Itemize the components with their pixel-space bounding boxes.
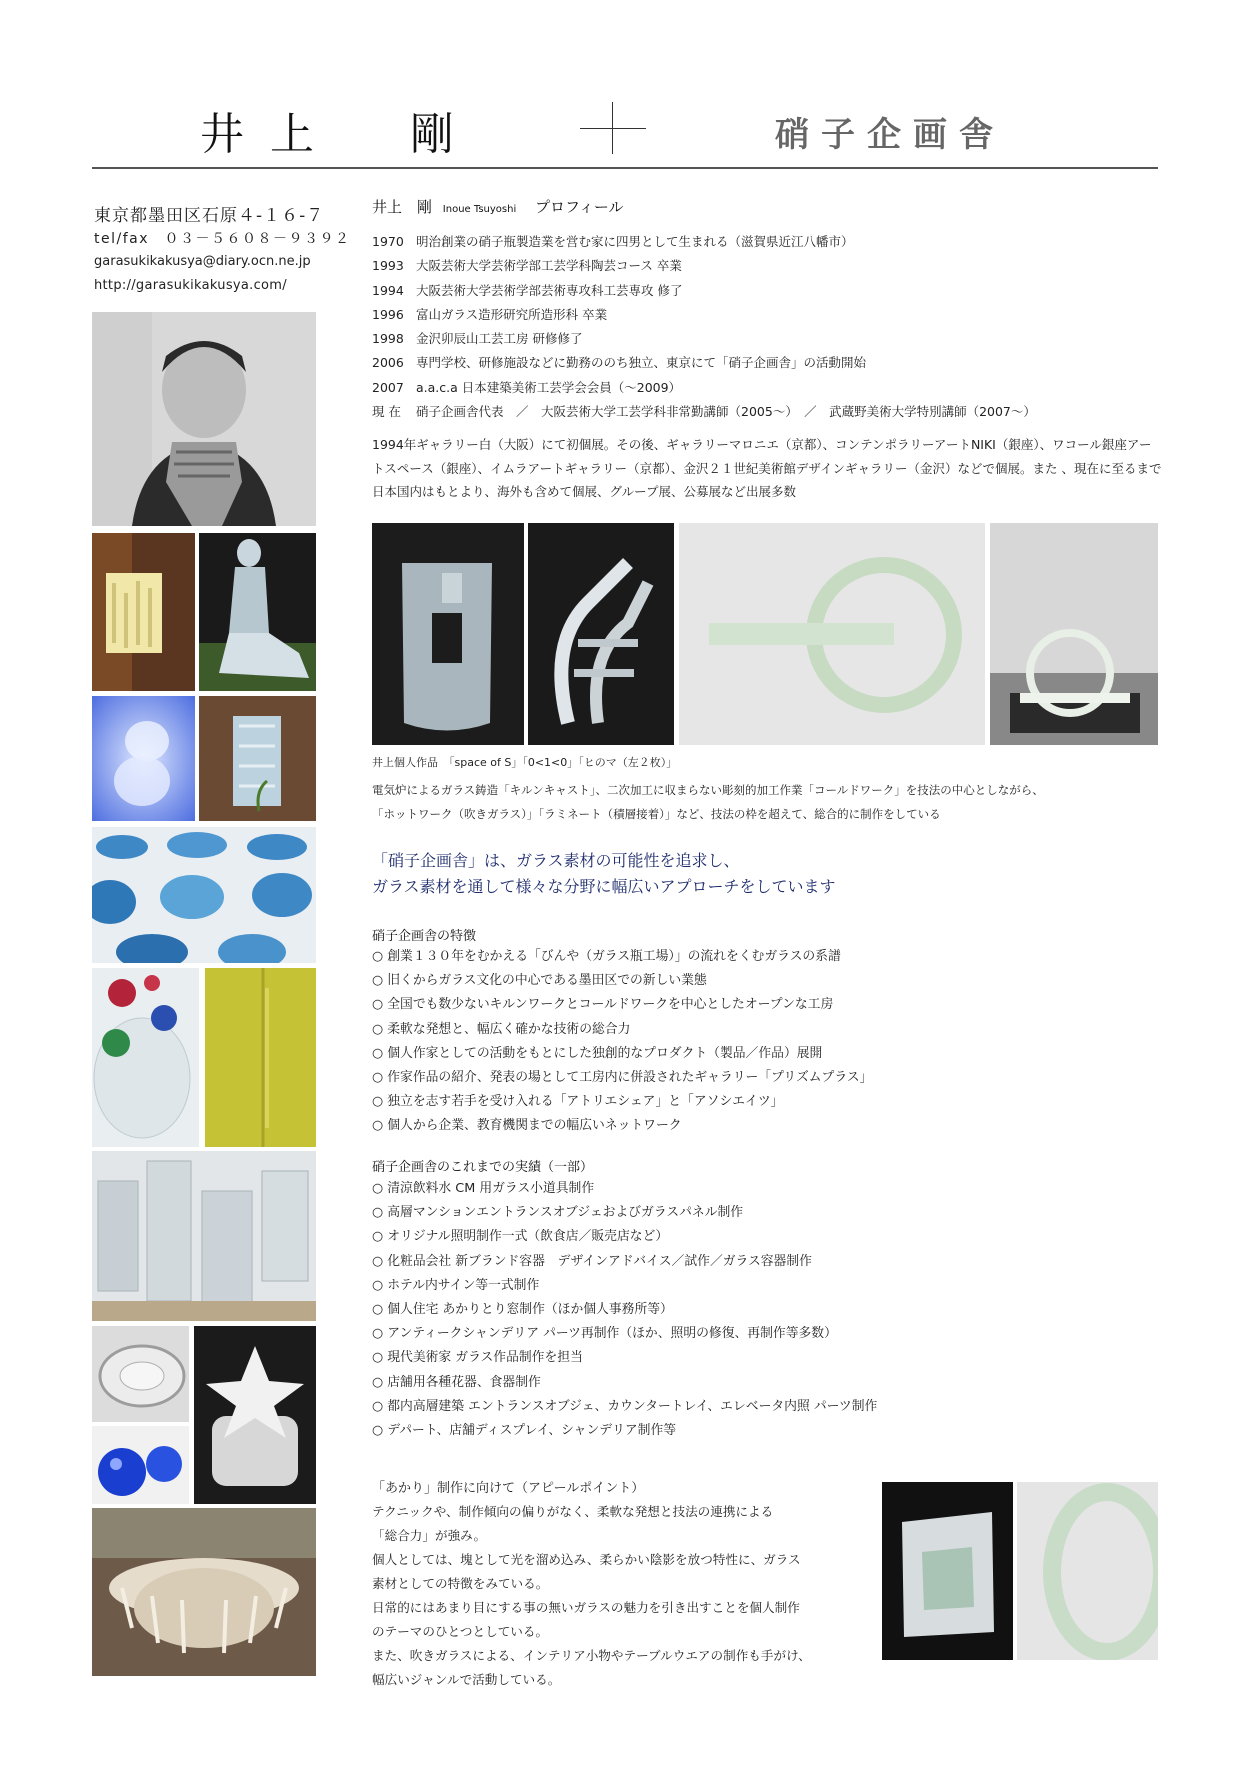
profile-heading-label: プロフィール xyxy=(535,198,624,216)
gallery-photo-yellow-panel xyxy=(205,968,316,1147)
list-item: ○ 個人から企業、教育機関までの幅広いネットワーク xyxy=(372,1114,872,1138)
gallery-photo-glass-animal xyxy=(92,696,195,821)
timeline-text: 専門学校、研修施設などに勤務ののち独立、東京にて「硝子企画舎」の活動開始 xyxy=(416,355,867,371)
timeline-text: 富山ガラス造形研究所造形科 卒業 xyxy=(416,306,608,322)
list-item: ○ 清涼飲料水 CM 用ガラス小道具制作 xyxy=(372,1177,877,1201)
list-item: ○ オリジナル照明制作一式（飲食店／販売店など） xyxy=(372,1225,877,1249)
list-item: ○ デパート、店舗ディスプレイ、シャンデリア制作等 xyxy=(372,1419,877,1443)
gallery-photo-chandelier xyxy=(92,1508,316,1676)
contact-url[interactable]: http://garasukikakusya.com/ xyxy=(94,278,287,293)
timeline-year: 1996 xyxy=(372,306,404,322)
list-item: ○ 全国でも数少ないキルンワークとコールドワークを中心としたオープンな工房 xyxy=(372,993,872,1017)
list-item: ○ 店舗用各種花器、食器制作 xyxy=(372,1371,877,1395)
tagline-line: 「硝子企画舎」は、ガラス素材の可能性を追求し、 xyxy=(372,851,740,870)
timeline-row xyxy=(372,327,1036,351)
gallery-photo-niche xyxy=(92,533,195,691)
timeline-text: 硝子企画舎代表 ／ 大阪芸術大学工芸学科非常勤講師（2005～） ／ 武蔵野美術大学特別講師（2007～） xyxy=(416,404,1036,420)
profile-bio: 1994年ギャラリー白（大阪）にて初個展。その後、ギャラリーマロニエ（京都）、コンテンポラリーアートNIKI（銀座）、ワコール銀座アートスペース（銀座）、イムラアートギャラリー（京都）、金沢２１世紀美術館デザインギャラリー（金沢）などで個展。また 、現在に至るまで日本国内はもとより、海外も含めて個展、グループ展、公募展など出展多数 xyxy=(372,437,1162,500)
appeal-line: 日常的にはあまり目にする事の無いガラスの魅力を引き出すことを個人制作 xyxy=(372,1600,800,1615)
list-item: ○ 独立を志す若手を受け入れる「アトリエシェア」と「アソシエイツ」 xyxy=(372,1090,872,1114)
timeline-text: 大阪芸術大学芸術学部芸術専攻科工芸専攻 修了 xyxy=(416,282,683,298)
list-item: ○ 化粧品会社 新ブランド容器 デザインアドバイス／試作／ガラス容器制作 xyxy=(372,1250,877,1274)
timeline-year: 1993 xyxy=(372,258,404,274)
appeal-line: 素材としての特徴をみている。 xyxy=(372,1576,549,1591)
features-heading: 硝子企画舎の特徴 xyxy=(372,929,477,944)
work-photo-hinoma-ring xyxy=(679,523,985,745)
gallery-photo-glass-figure xyxy=(199,533,316,691)
list-item: ○ 旧くからガラス文化の中心である墨田区での新しい業態 xyxy=(372,969,872,993)
appeal-photo-glass-block xyxy=(882,1482,1013,1660)
list-item: ○ ホテル内サイン等一式制作 xyxy=(372,1274,877,1298)
contact-address: 東京都墨田区石原４-１６-７ xyxy=(94,206,325,226)
timeline-year: 2007 xyxy=(372,379,404,395)
timeline-text: 明治創業の硝子瓶製造業を営む家に四男として生まれる（滋賀県近江八幡市） xyxy=(416,234,854,249)
appeal-body xyxy=(372,1500,874,1692)
timeline-year: 2006 xyxy=(372,355,404,371)
artist-name-title: 井上 剛 xyxy=(200,109,480,160)
timeline-row xyxy=(372,351,1036,375)
tagline-line: ガラス素材を通して様々な分野に幅広いアプローチをしています xyxy=(372,877,836,896)
timeline-row xyxy=(372,230,1036,254)
list-item: ○ アンティークシャンデリア パーツ再制作（ほか、照明の修復、再制作等多数） xyxy=(372,1322,877,1346)
appeal-line: テクニックや、制作傾向の偏りがなく、柔軟な発想と技法の連携による xyxy=(372,1504,774,1519)
profile-name: 井上 剛 xyxy=(372,198,433,216)
company-tagline xyxy=(372,848,836,900)
achievements-list xyxy=(372,1177,877,1443)
appeal-line: のテーマのひとつとしている。 xyxy=(372,1624,549,1639)
appeal-line: また、吹きガラスによる、インテリア小物やテーブルウエアの制作も手がけ、 xyxy=(372,1648,811,1663)
contact-tel: tel/fax ０３－５６０８－９３９２ xyxy=(94,231,351,247)
appeal-line: 個人としては、塊として光を溜め込み、柔らかい陰影を放つ特性に、ガラス xyxy=(372,1552,801,1567)
contact-email[interactable]: garasukikakusya@diary.ocn.ne.jp xyxy=(94,254,311,269)
gallery-photo-glass-blocks xyxy=(92,1151,316,1321)
portrait-photo xyxy=(92,312,316,526)
appeal-line: 幅広いジャンルで活動している。 xyxy=(372,1672,561,1687)
list-item: ○ 創業１３０年をむかえる「びんや（ガラス瓶工場）」の流れをくむガラスの系譜 xyxy=(372,945,872,969)
gallery-photo-blue-glass-dishes xyxy=(92,827,316,963)
profile-romaji: Inoue Tsuyoshi xyxy=(442,204,517,215)
gallery-photo-blue-glass-balls xyxy=(92,1426,189,1504)
timeline-row xyxy=(372,254,1036,278)
list-item: ○ 柔軟な発想と、幅広く確かな技術の総合力 xyxy=(372,1018,872,1042)
timeline-text: 金沢卯辰山工芸工房 研修修了 xyxy=(416,331,583,347)
list-item: ○ 高層マンションエントランスオブジェおよびガラスパネル制作 xyxy=(372,1201,877,1225)
appeal-photo-glass-ring xyxy=(1017,1482,1158,1660)
timeline-year: 1998 xyxy=(372,331,404,347)
gallery-photo-glass-flower xyxy=(194,1326,316,1504)
work-photo-space-of-s xyxy=(372,523,524,745)
timeline-text: a.a.c.a 日本建築美術工芸学会会員（～2009） xyxy=(416,379,682,395)
timeline-year: 1970 xyxy=(372,234,404,249)
works-description-line: 電気炉によるガラス鋳造「キルンキャスト」、二次加工に収まらない彫刻的加工作業「コールドワーク」を技法の中心としながら、 xyxy=(372,783,1044,797)
timeline-row xyxy=(372,400,1036,424)
work-photo-0-1-0 xyxy=(528,523,674,745)
timeline-row xyxy=(372,376,1036,400)
list-item: ○ 都内高層建築 エントランスオブジェ、カウンタートレイ、エレベータ内照 パーツ制作 xyxy=(372,1395,877,1419)
gallery-photo-murrine-glass xyxy=(92,968,199,1147)
works-description xyxy=(372,778,1162,826)
header-cross-divider-horizontal xyxy=(580,128,646,129)
list-item: ○ 個人作家としての活動をもとにした独創的なプロダクト（製品／作品）展開 xyxy=(372,1042,872,1066)
career-timeline xyxy=(372,230,1036,424)
profile-heading xyxy=(372,196,624,217)
header-rule xyxy=(92,167,1158,169)
timeline-text: 大阪芸術大学芸術学部工芸学科陶芸コース 卒業 xyxy=(416,258,682,274)
achievements-heading: 硝子企画舎のこれまでの実績（一部） xyxy=(372,1160,594,1175)
list-item: ○ 現代美術家 ガラス作品制作を担当 xyxy=(372,1346,877,1370)
timeline-year: 1994 xyxy=(372,282,404,298)
gallery-photo-glass-window xyxy=(199,696,316,821)
work-photo-hinoma-installation xyxy=(990,523,1158,745)
works-description-line: 「ホットワーク（吹きガラス）」「ラミネート（積層接着）」など、技法の枠を超えて、総合的に制作をしている xyxy=(372,807,941,821)
features-list xyxy=(372,945,872,1139)
list-item: ○ 作家作品の紹介、発表の場として工房内に併設されたギャラリー「プリズムプラス」 xyxy=(372,1066,872,1090)
works-caption: 井上個人作品 「space of S」「0<1<0」「ヒのマ（左２枚）」 xyxy=(372,756,678,769)
appeal-line: 「総合力」が強み。 xyxy=(372,1528,487,1543)
timeline-row xyxy=(372,303,1036,327)
appeal-heading: 「あかり」制作に向けて（アピールポイント） xyxy=(372,1481,645,1496)
timeline-year: 現 在 xyxy=(372,404,401,420)
gallery-photo-glass-bowl xyxy=(92,1326,189,1422)
list-item: ○ 個人住宅 あかりとり窓制作（ほか個人事務所等） xyxy=(372,1298,877,1322)
brand-logo-text: 硝子企画舎 xyxy=(775,115,1005,155)
timeline-row xyxy=(372,279,1036,303)
